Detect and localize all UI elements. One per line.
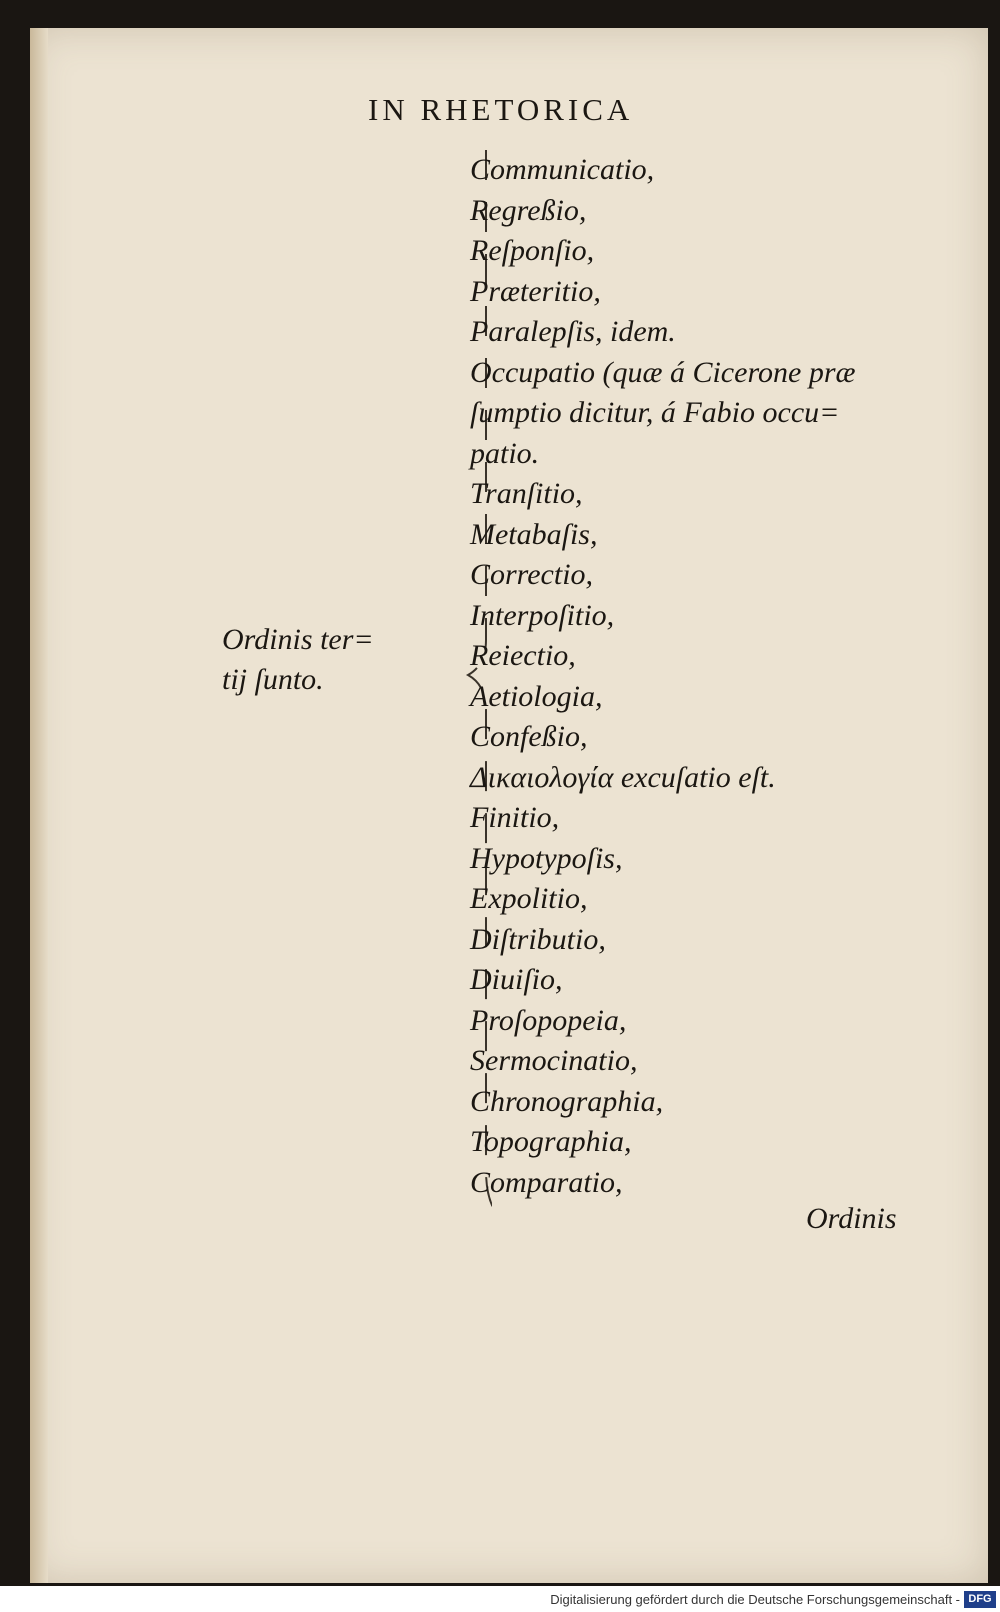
list-item: Sermocinatio, bbox=[470, 1044, 638, 1077]
list-item: Aetiologia, bbox=[470, 679, 603, 713]
list-item: Diuiſio, bbox=[470, 963, 563, 996]
figure-list bbox=[470, 150, 940, 1203]
running-header: IN RHETORICA bbox=[368, 92, 634, 127]
list-item: Regreßio, bbox=[470, 193, 587, 227]
list-item: patio. bbox=[470, 436, 540, 470]
list-item: Diſtributio, bbox=[470, 922, 606, 956]
order-label-line-1: Ordinis ter= bbox=[222, 623, 374, 656]
list-item: Metabaſis, bbox=[470, 517, 598, 551]
list-item: Δικαιολογία excuſatio eſt. bbox=[470, 760, 776, 794]
list-item: Finitio, bbox=[470, 801, 560, 834]
footer-bar bbox=[0, 1586, 1000, 1612]
page-gutter bbox=[30, 28, 48, 1583]
list-item: Occupatio (quæ á Cicerone præ bbox=[470, 355, 856, 389]
order-label bbox=[222, 620, 374, 700]
list-item: ſumptio dicitur, á Fabio occu= bbox=[470, 396, 840, 429]
list-item: Correctio, bbox=[470, 558, 594, 591]
list-item: Reſponſio, bbox=[470, 234, 595, 267]
list-item: Chronographia, bbox=[470, 1084, 664, 1118]
list-item: Confeßio, bbox=[470, 720, 588, 753]
list-item: Proſopopeia, bbox=[470, 1003, 627, 1037]
list-item: Hypotypoſis, bbox=[470, 841, 623, 875]
list-item: Expolitio, bbox=[470, 882, 588, 915]
digitization-credit: Digitalisierung gefördert durch die Deutsche Forschungsgemeinschaft - bbox=[550, 1592, 960, 1607]
list-item: Topographia, bbox=[470, 1125, 632, 1158]
list-item: Comparatio, bbox=[470, 1165, 623, 1199]
dfg-logo-icon: DFG bbox=[964, 1591, 996, 1608]
list-item: Communicatio, bbox=[470, 153, 655, 186]
list-item: Paralepſis, idem. bbox=[470, 315, 676, 348]
catchword: Ordinis bbox=[806, 1202, 897, 1235]
list-item: Interpoſitio, bbox=[470, 598, 615, 632]
order-label-line-2: tij ſunto. bbox=[222, 663, 324, 696]
list-item: Præteritio, bbox=[470, 274, 601, 308]
list-item: Tranſitio, bbox=[470, 477, 583, 510]
list-item: Reiectio, bbox=[470, 639, 576, 672]
